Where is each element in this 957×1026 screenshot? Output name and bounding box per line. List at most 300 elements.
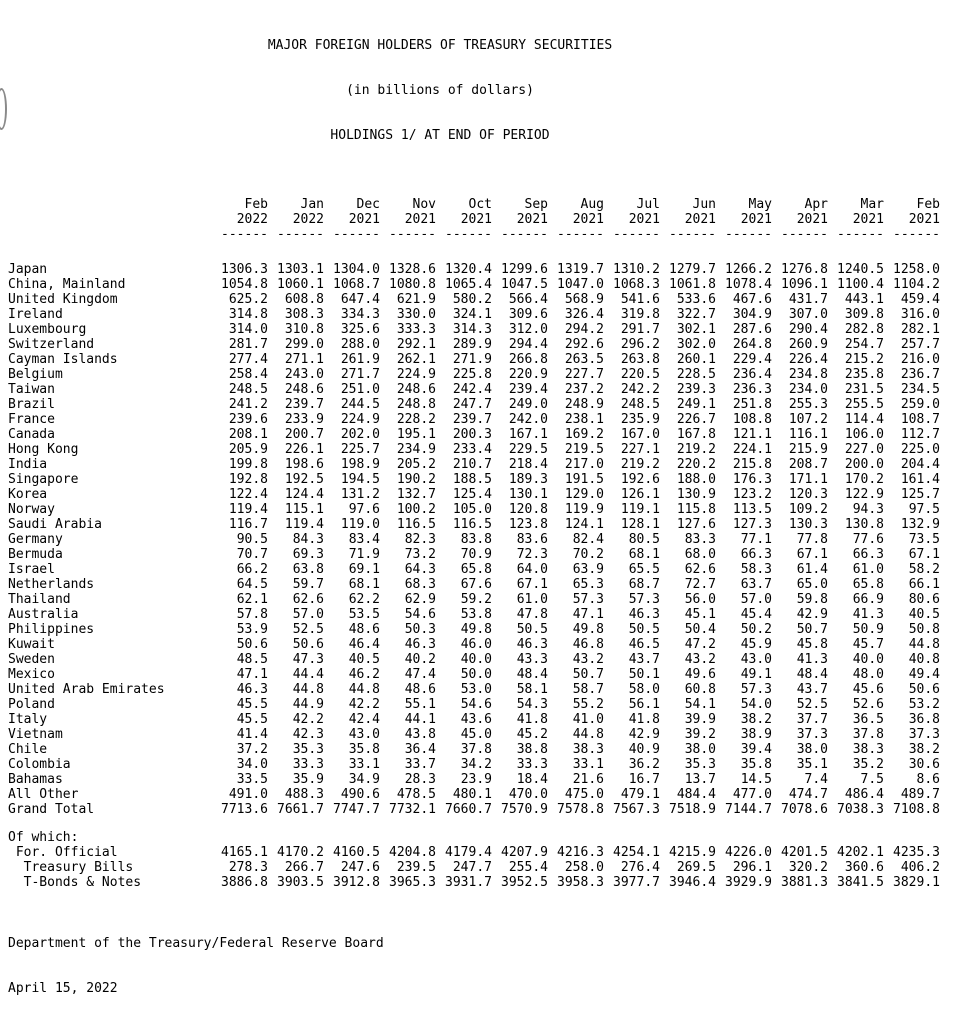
cell-value: 233.4 [452,442,492,457]
cell-value: 325.6 [340,322,380,337]
cell-value: 52.5 [796,697,828,712]
cell-value: 119.4 [284,517,324,532]
cell-value: 475.0 [564,787,604,802]
cell-value: 3977.7 [613,875,660,890]
cell-value: 248.6 [284,382,324,397]
cell-value: 4207.9 [501,845,548,860]
column-header-year: 2022 [236,212,268,227]
cell-value: 50.5 [628,622,660,637]
cell-value: 13.7 [684,772,716,787]
table-row [8,667,940,682]
cell-value: 53.0 [460,682,492,697]
cell-value: 491.0 [228,787,268,802]
cell-value: 239.4 [508,382,548,397]
cell-value: 40.5 [908,607,940,622]
cell-value: 459.4 [900,292,940,307]
cell-value: 64.0 [516,562,548,577]
cell-value: 271.9 [452,352,492,367]
footer-date: April 15, 2022 [8,981,118,996]
cell-value: 296.2 [620,337,660,352]
cell-value: 304.9 [732,307,772,322]
cell-value: 50.6 [236,637,268,652]
table-row [8,367,940,382]
table-row [8,787,940,802]
cell-value: 53.9 [236,622,268,637]
cell-value: 65.8 [852,577,884,592]
cell-value: 57.3 [628,592,660,607]
cell-value: 477.0 [732,787,772,802]
cell-value: 45.6 [852,682,884,697]
cell-value: 64.3 [404,562,436,577]
cell-value: 7661.7 [277,802,324,817]
cell-value: 241.2 [228,397,268,412]
cell-value: 50.7 [572,667,604,682]
cell-value: 625.2 [228,292,268,307]
cell-value: 129.0 [564,487,604,502]
cell-value: 234.8 [788,367,828,382]
cell-value: 84.3 [292,532,324,547]
cell-value: 46.3 [404,637,436,652]
cell-value: 314.0 [228,322,268,337]
cell-value: 238.1 [564,412,604,427]
cell-value: 66.2 [236,562,268,577]
cell-value: 44.8 [572,727,604,742]
cell-value: 208.7 [788,457,828,472]
cell-value: 49.4 [908,667,940,682]
cell-value: 467.6 [732,292,772,307]
cell-value: 57.3 [740,682,772,697]
cell-value: 266.8 [508,352,548,367]
cell-value: 68.3 [404,577,436,592]
column-header-month: Oct [468,197,492,212]
cell-value: 108.8 [732,412,772,427]
cell-value: 100.2 [396,502,436,517]
cell-value: 228.5 [676,367,716,382]
cell-value: 4215.9 [669,845,716,860]
cell-value: 299.0 [284,337,324,352]
row-label: United Kingdom [8,292,118,307]
row-label: Canada [8,427,55,442]
table-row [8,727,940,742]
cell-value: 7660.7 [445,802,492,817]
cell-value: 4170.2 [277,845,324,860]
cell-value: 83.6 [516,532,548,547]
cell-value: 208.1 [228,427,268,442]
table-row [8,307,940,322]
cell-value: 44.4 [292,667,324,682]
cell-value: 247.7 [452,860,492,875]
cell-value: 40.2 [404,652,436,667]
cell-value: 7570.9 [501,802,548,817]
cell-value: 58.3 [740,562,772,577]
cell-value: 40.0 [852,652,884,667]
cell-value: 58.7 [572,682,604,697]
cell-value: 39.2 [684,727,716,742]
cell-value: 65.3 [572,577,604,592]
cell-value: 42.2 [348,697,380,712]
cell-value: 43.8 [404,727,436,742]
cell-value: 1306.3 [221,262,268,277]
header-corner-cell [8,197,212,212]
table-row [8,607,940,622]
row-label: Bermuda [8,547,63,562]
spacer-cell [8,817,940,830]
cell-value: 219.5 [564,442,604,457]
cell-value: 1310.2 [613,262,660,277]
cell-value: 48.5 [236,652,268,667]
row-label: Saudi Arabia [8,517,102,532]
table-row [8,382,940,397]
cell-value [380,830,436,845]
cell-value: 171.1 [788,472,828,487]
cell-value: 1078.4 [725,277,772,292]
table-row [8,637,940,652]
cell-value: 228.2 [396,412,436,427]
cell-value: 115.1 [284,502,324,517]
table-row [8,457,940,472]
cell-value: 112.7 [900,427,940,442]
cell-value: 67.6 [460,577,492,592]
column-header-month: Apr [804,197,828,212]
cell-value: 239.5 [396,860,436,875]
cell-value: 266.7 [284,860,324,875]
column-header-year: 2021 [796,212,828,227]
cell-value: 68.0 [684,547,716,562]
table-row [8,397,940,412]
table-row [8,742,940,757]
cell-value: 63.9 [572,562,604,577]
table-row [8,622,940,637]
cell-value: 46.3 [628,607,660,622]
row-label: Bahamas [8,772,63,787]
cell-value: 1068.7 [333,277,380,292]
cell-value: 326.4 [564,307,604,322]
cell-value: 40.9 [628,742,660,757]
cell-value: 225.7 [340,442,380,457]
table-row [8,487,940,502]
cell-value: 124.4 [284,487,324,502]
cell-value: 70.9 [460,547,492,562]
cell-value: 251.0 [340,382,380,397]
cell-value: 254.7 [844,337,884,352]
cell-value [212,830,268,845]
cell-value: 289.9 [452,337,492,352]
table-row [8,772,940,787]
cell-value: 38.0 [796,742,828,757]
cell-value: 126.1 [620,487,660,502]
cell-value: 322.7 [676,307,716,322]
row-label: Grand Total [8,802,95,817]
cell-value: 83.8 [460,532,492,547]
cell-value: 37.8 [852,727,884,742]
cell-value: 82.4 [572,532,604,547]
cell-value: 47.3 [292,652,324,667]
cell-value: 36.2 [628,757,660,772]
row-label: Mexico [8,667,55,682]
cell-value: 45.4 [740,607,772,622]
cell-value: 77.1 [740,532,772,547]
cell-value: 50.1 [628,667,660,682]
cell-value: 220.2 [676,457,716,472]
column-header-month: Dec [356,197,380,212]
cell-value: 108.7 [900,412,940,427]
cell-value: 69.1 [348,562,380,577]
cell-value: 236.4 [732,367,772,382]
cell-value: 33.5 [236,772,268,787]
cell-value: 7747.7 [333,802,380,817]
holdings-table-body [8,262,940,890]
cell-value: 1096.1 [781,277,828,292]
row-label: Of which: [8,830,79,845]
cell-value: 128.1 [620,517,660,532]
cell-value: 236.7 [900,367,940,382]
cell-value: 234.9 [396,442,436,457]
cell-value: 119.1 [620,502,660,517]
cell-value: 226.4 [788,352,828,367]
table-row [8,337,940,352]
row-label: Ireland [8,307,63,322]
cell-value: 167.1 [508,427,548,442]
cell-value: 116.5 [396,517,436,532]
row-label: Colombia [8,757,71,772]
column-header-underline: ------ [837,227,884,242]
cell-value: 43.6 [460,712,492,727]
cell-value: 130.9 [676,487,716,502]
cell-value: 67.1 [516,577,548,592]
cell-value: 77.8 [796,532,828,547]
cell-value: 41.8 [516,712,548,727]
cell-value: 200.0 [844,457,884,472]
cell-value: 56.1 [628,697,660,712]
cell-value: 4216.3 [557,845,604,860]
cell-value: 47.8 [516,607,548,622]
cell-value: 167.0 [620,427,660,442]
cell-value: 97.6 [348,502,380,517]
cell-value: 63.8 [292,562,324,577]
cell-value: 480.1 [452,787,492,802]
cell-value: 38.3 [572,742,604,757]
cell-value: 28.3 [404,772,436,787]
cell-value: 37.3 [796,727,828,742]
cell-value: 130.3 [788,517,828,532]
cell-value: 248.8 [396,397,436,412]
cell-value: 34.9 [348,772,380,787]
cell-value: 58.2 [908,562,940,577]
column-header-year: 2021 [404,212,436,227]
cell-value: 42.3 [292,727,324,742]
cell-value: 262.1 [396,352,436,367]
cell-value: 40.8 [908,652,940,667]
cell-value: 116.1 [788,427,828,442]
cell-value: 54.6 [460,697,492,712]
cell-value: 127.6 [676,517,716,532]
cell-value: 257.7 [900,337,940,352]
cell-value: 50.2 [740,622,772,637]
cell-value: 43.0 [740,652,772,667]
table-row [8,845,940,860]
table-row [8,802,940,817]
cell-value: 292.6 [564,337,604,352]
cell-value [324,830,380,845]
cell-value: 202.0 [340,427,380,442]
cell-value: 4165.1 [221,845,268,860]
cell-value: 568.9 [564,292,604,307]
cell-value: 33.3 [292,757,324,772]
cell-value: 71.9 [348,547,380,562]
cell-value: 333.3 [396,322,436,337]
row-label: All Other [8,787,79,802]
cell-value: 200.3 [452,427,492,442]
cell-value: 43.2 [684,652,716,667]
cell-value: 41.8 [628,712,660,727]
cell-value: 46.8 [572,637,604,652]
cell-value: 50.5 [516,622,548,637]
cell-value: 113.5 [732,502,772,517]
cell-value: 39.9 [684,712,716,727]
cell-value: 33.1 [572,757,604,772]
cell-value: 7078.6 [781,802,828,817]
cell-value: 131.2 [340,487,380,502]
cell-value: 292.1 [396,337,436,352]
cell-value: 48.4 [516,667,548,682]
cell-value: 123.8 [508,517,548,532]
row-label: Thailand [8,592,71,607]
cell-value: 190.2 [396,472,436,487]
cell-value: 294.2 [564,322,604,337]
cell-value: 50.3 [404,622,436,637]
cell-value: 46.3 [516,637,548,652]
cell-value: 8.6 [916,772,940,787]
row-label: China, Mainland [8,277,126,292]
cell-value: 39.4 [740,742,772,757]
cell-value: 1080.8 [389,277,436,292]
cell-value: 259.0 [900,397,940,412]
column-header-underline: ------ [669,227,716,242]
cell-value [548,830,604,845]
cell-value: 7567.3 [613,802,660,817]
cell-value: 35.3 [684,757,716,772]
cell-value: 36.4 [404,742,436,757]
cell-value: 3841.5 [837,875,884,890]
cell-value: 236.3 [732,382,772,397]
cell-value: 49.8 [460,622,492,637]
cell-value: 18.4 [516,772,548,787]
table-row [8,502,940,517]
table-row [8,562,940,577]
cell-value: 251.8 [732,397,772,412]
cell-value: 227.7 [564,367,604,382]
cell-value: 42.4 [348,712,380,727]
cell-value: 290.4 [788,322,828,337]
column-header-year: 2021 [572,212,604,227]
cell-value: 431.7 [788,292,828,307]
cell-value: 41.3 [796,652,828,667]
cell-value: 239.7 [452,412,492,427]
row-label: Japan [8,262,48,277]
cell-value: 258.0 [564,860,604,875]
column-header-underline: ------ [389,227,436,242]
cell-value: 47.1 [572,607,604,622]
cell-value: 239.3 [676,382,716,397]
cell-value: 7144.7 [725,802,772,817]
cell-value: 249.1 [676,397,716,412]
table-row [8,547,940,562]
cell-value: 73.5 [908,532,940,547]
cell-value: 219.2 [676,442,716,457]
table-row [8,875,940,890]
cell-value: 53.8 [460,607,492,622]
cell-value: 38.8 [516,742,548,757]
cell-value: 474.7 [788,787,828,802]
cell-value: 215.9 [788,442,828,457]
cell-value: 121.1 [732,427,772,442]
cell-value: 48.6 [348,622,380,637]
cell-value: 62.9 [404,592,436,607]
cell-value: 229.4 [732,352,772,367]
cell-value: 608.8 [284,292,324,307]
report-subtitle-units: (in billions of dollars) [346,83,534,98]
cell-value: 60.8 [684,682,716,697]
cell-value: 194.5 [340,472,380,487]
cell-value: 59.8 [796,592,828,607]
cell-value: 191.5 [564,472,604,487]
header-corner-cell [8,227,212,262]
cell-value: 94.3 [852,502,884,517]
cell-value: 7038.3 [837,802,884,817]
cell-value: 1104.2 [893,277,940,292]
column-header-month: Jul [636,197,660,212]
header-corner-cell [8,212,212,227]
cell-value: 215.2 [844,352,884,367]
cell-value: 44.8 [348,682,380,697]
cell-value: 59.7 [292,577,324,592]
cell-value: 38.3 [852,742,884,757]
cell-value: 37.7 [796,712,828,727]
table-row [8,652,940,667]
cell-value: 107.2 [788,412,828,427]
cell-value: 38.2 [740,712,772,727]
cell-value: 309.8 [844,307,884,322]
cell-value: 16.7 [628,772,660,787]
cell-value: 167.8 [676,427,716,442]
cell-value: 1240.5 [837,262,884,277]
cell-value: 49.8 [572,622,604,637]
cell-value: 210.7 [452,457,492,472]
cell-value: 281.7 [228,337,268,352]
cell-value [660,830,716,845]
cell-value: 50.8 [908,622,940,637]
cell-value: 67.1 [908,547,940,562]
cell-value: 1060.1 [277,277,324,292]
cell-value: 580.2 [452,292,492,307]
cell-value: 310.8 [284,322,324,337]
cell-value: 261.9 [340,352,380,367]
cell-value: 488.3 [284,787,324,802]
cell-value: 37.3 [908,727,940,742]
cell-value: 70.2 [572,547,604,562]
cell-value: 242.0 [508,412,548,427]
cell-value: 36.5 [852,712,884,727]
cell-value: 3886.8 [221,875,268,890]
table-row [8,682,940,697]
cell-value [268,830,324,845]
cell-value: 66.3 [852,547,884,562]
cell-value: 233.9 [284,412,324,427]
column-header-underline: ------ [781,227,828,242]
cell-value: 105.0 [452,502,492,517]
cell-value: 50.6 [292,637,324,652]
cell-value: 35.8 [740,757,772,772]
